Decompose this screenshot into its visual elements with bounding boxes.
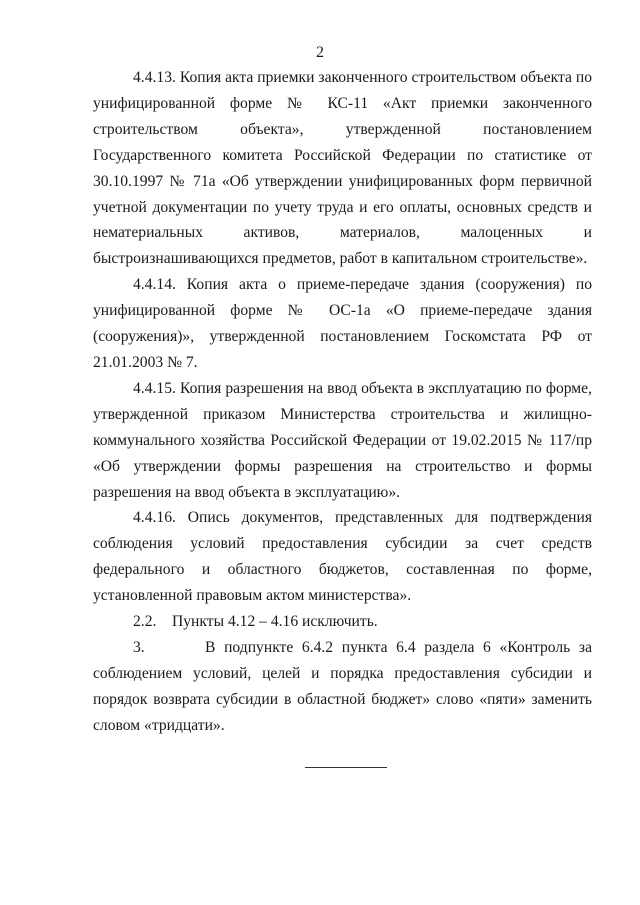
paragraph-2-2: 2.2. Пункты 4.12 – 4.16 исключить.	[133, 613, 378, 631]
page-number: 2	[316, 44, 324, 61]
paragraph-4-4-13: 4.4.13. Копия акта приемки законченного строительством объекта по унифицированной форме № КС-11 «Акт приемки законченного строительством объекта», утвержденной постановлением Государственного комитета Российской Федерации по статистике от 30.10.1997 № 71а «Об утверждении унифицированных форм первичной учетной документации по учету труда и его оплаты, основных средств и нематериальных активов, материалов, малоценных и быстроизнашивающихся предметов, работ в капитальном строительстве».	[93, 69, 592, 268]
paragraph-3: 3. В подпункте 6.4.2 пункта 6.4 раздела 6 «Контроль за соблюдением условий, целей и порядка предоставления субсидии и порядок возврата субсидии в областной бюджет» слово «пяти» заменить словом «тридцати».	[93, 638, 592, 734]
closing-divider-line	[305, 767, 387, 768]
paragraph-4-4-14: 4.4.14. Копия акта о приеме-передаче здания (сооружения) по унифицированной форме № ОС-1а «О приеме-передаче здания (сооружения)», утвержденной постановлением Госкомстата РФ от 21.01.2003 № 7.	[93, 276, 592, 371]
paragraph-4-4-16: 4.4.16. Опись документов, представленных для подтверждения соблюдения условий предоставления субсидии за счет средств федерального и областного бюджетов, составленная по форме, установленной правовым актом министерства».	[93, 509, 592, 605]
document-body	[93, 65, 592, 739]
paragraph-4-4-15: 4.4.15. Копия разрешения на ввод объекта в эксплуатацию по форме, утвержденной приказом Министерства строительства и жилищно-коммунального хозяйства Российской Федерации от 19.02.2015 № 117/пр «Об утверждении формы разрешения на строительство и формы разрешения на ввод объекта в эксплуатацию».	[93, 379, 592, 501]
